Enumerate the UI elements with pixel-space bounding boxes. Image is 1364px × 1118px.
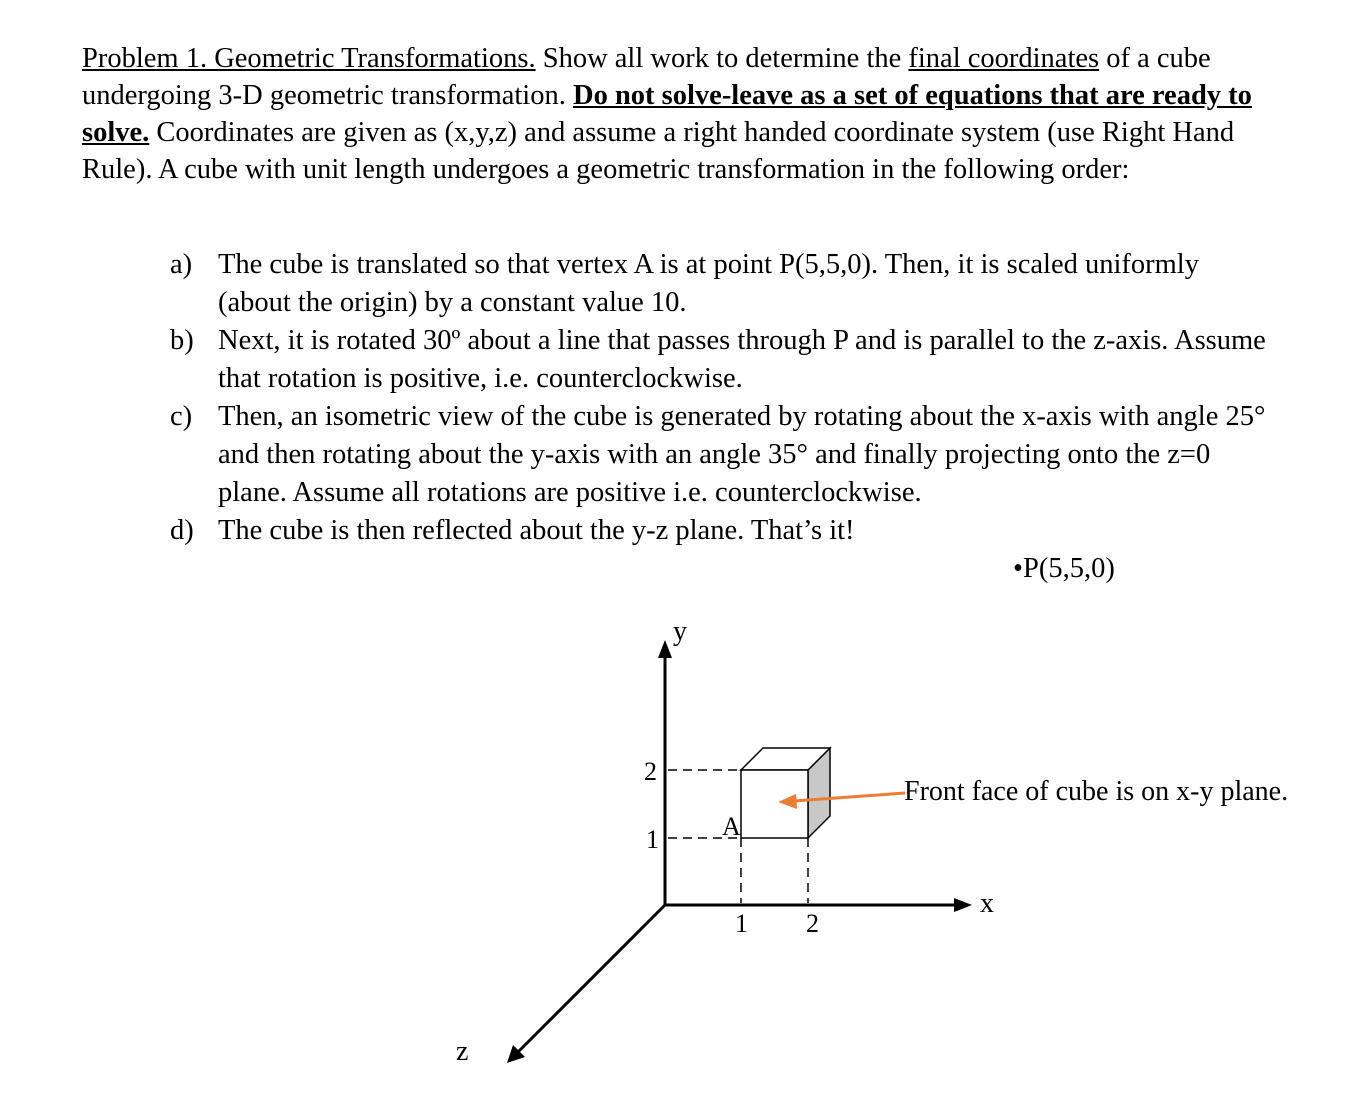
step-text: The cube is translated so that vertex A is at point P(5,5,0). Then, it is scaled uniformly (about the origin) by a constant value 10. (218, 249, 1199, 318)
step-label: a) (170, 249, 193, 280)
point-p-label: P(5,5,0) (1022, 553, 1115, 584)
x-axis-label: x (980, 888, 994, 919)
step-label: c) (170, 401, 193, 432)
y-tick-2: 2 (644, 757, 657, 786)
y-tick-1: 1 (646, 825, 659, 854)
x-tick-2: 2 (806, 909, 819, 938)
vertex-a-label: A (722, 812, 741, 841)
cube-front-face (741, 770, 808, 838)
y-axis-arrowhead (658, 640, 672, 658)
y-axis-label: y (673, 616, 687, 647)
x-axis-arrowhead (954, 898, 972, 912)
step-text: The cube is then reflected about the y-z plane. That’s it! (218, 515, 855, 546)
x-tick-1: 1 (735, 909, 748, 938)
step-label: b) (170, 325, 194, 356)
z-axis-label: z (456, 1036, 469, 1067)
intro-text-3: Coordinates are given as (x,y,z) and assume a right handed coordinate system (use Right Hand Rule). A cube with unit length undergoes a geometric transformation in the following order: (82, 117, 1235, 185)
problem-heading: Problem 1. Geometric Transformations. (82, 43, 536, 74)
bold-instruction: Do not solve-leave as a set of equations that are ready to solve. (82, 80, 1252, 148)
final-coordinates-phrase: final coordinates (908, 43, 1100, 74)
point-bullet-icon: • (1013, 553, 1023, 584)
annotation-text: Front face of cube is on x-y plane. (904, 776, 1289, 807)
step-text: Next, it is rotated 30º about a line that passes through P and is parallel to the z-axis. Assume that rotation is positive, i.e. counterclockwise. (218, 325, 1266, 394)
step-text: Then, an isometric view of the cube is generated by rotating about the x-axis with angle 25° and then rotating about the y-axis with an angle 35° and finally projecting onto the z=0 plane. Assume all rotations are positive i.e. counterclockwise. (218, 401, 1266, 508)
z-axis (516, 905, 665, 1054)
step-label: d) (170, 515, 194, 546)
intro-text-1: Show all work to determine the (535, 43, 909, 74)
intro-text-2: of a cube undergoing 3-D geometric transformation. (82, 43, 1211, 111)
